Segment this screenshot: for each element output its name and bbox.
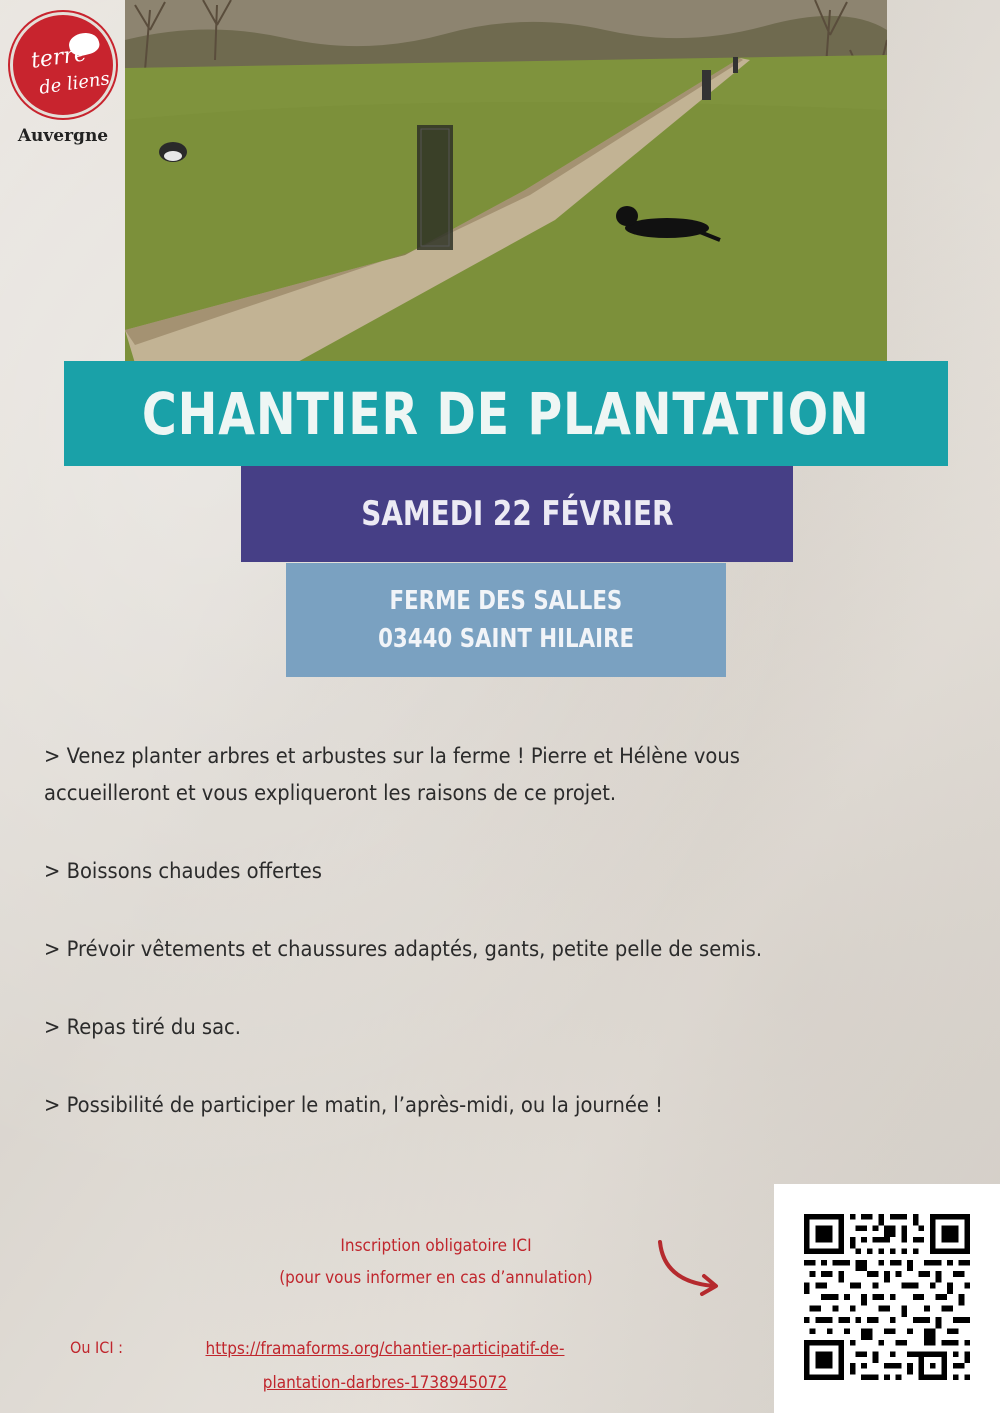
location-banner bbox=[286, 563, 726, 677]
logo-text-terre: terre bbox=[29, 41, 89, 74]
curved-arrow-icon bbox=[652, 1238, 724, 1298]
terre-de-liens-logo bbox=[8, 12, 118, 146]
registration-link[interactable] bbox=[150, 1332, 620, 1400]
alt-link-label: Ou ICI : bbox=[70, 1338, 124, 1357]
date-banner bbox=[241, 466, 793, 562]
registration-link-line1[interactable]: https://framaforms.org/chantier-participatif-de- bbox=[205, 1339, 565, 1359]
registration-line1: Inscription obligatoire ICI bbox=[340, 1236, 532, 1256]
location-name: FERME DES SALLES bbox=[389, 586, 623, 616]
field-photo bbox=[125, 0, 887, 380]
qr-code[interactable] bbox=[774, 1184, 1000, 1413]
page-title: CHANTIER DE PLANTATION bbox=[142, 379, 870, 448]
location-address: 03440 SAINT HILAIRE bbox=[378, 624, 634, 654]
info-item-plant-cont: accueilleront et vous expliqueront les raisons de ce projet. bbox=[44, 781, 617, 805]
info-item-drinks: > Boissons chaudes offertes bbox=[44, 859, 322, 883]
logo-text-de-liens: de liens bbox=[37, 68, 112, 99]
info-item-meal: > Repas tiré du sac. bbox=[44, 1015, 242, 1039]
info-item-plant: > Venez planter arbres et arbustes sur la ferme ! Pierre et Hélène vous bbox=[44, 744, 740, 768]
info-list bbox=[44, 738, 904, 1124]
title-banner bbox=[64, 361, 948, 466]
event-date: SAMEDI 22 FÉVRIER bbox=[360, 494, 674, 534]
registration-note bbox=[226, 1230, 646, 1294]
registration-line2: (pour vous informer en cas d’annulation) bbox=[279, 1268, 593, 1288]
info-item-timing: > Possibilité de participer le matin, l’après-midi, ou la journée ! bbox=[44, 1093, 663, 1117]
logo-emblem bbox=[10, 12, 116, 118]
info-item-equipment: > Prévoir vêtements et chaussures adaptés, gants, petite pelle de semis. bbox=[44, 937, 763, 961]
registration-link-line2[interactable]: plantation-darbres-1738945072 bbox=[262, 1373, 508, 1393]
logo-region: Auvergne bbox=[17, 126, 109, 146]
qr-code-icon bbox=[804, 1214, 970, 1380]
